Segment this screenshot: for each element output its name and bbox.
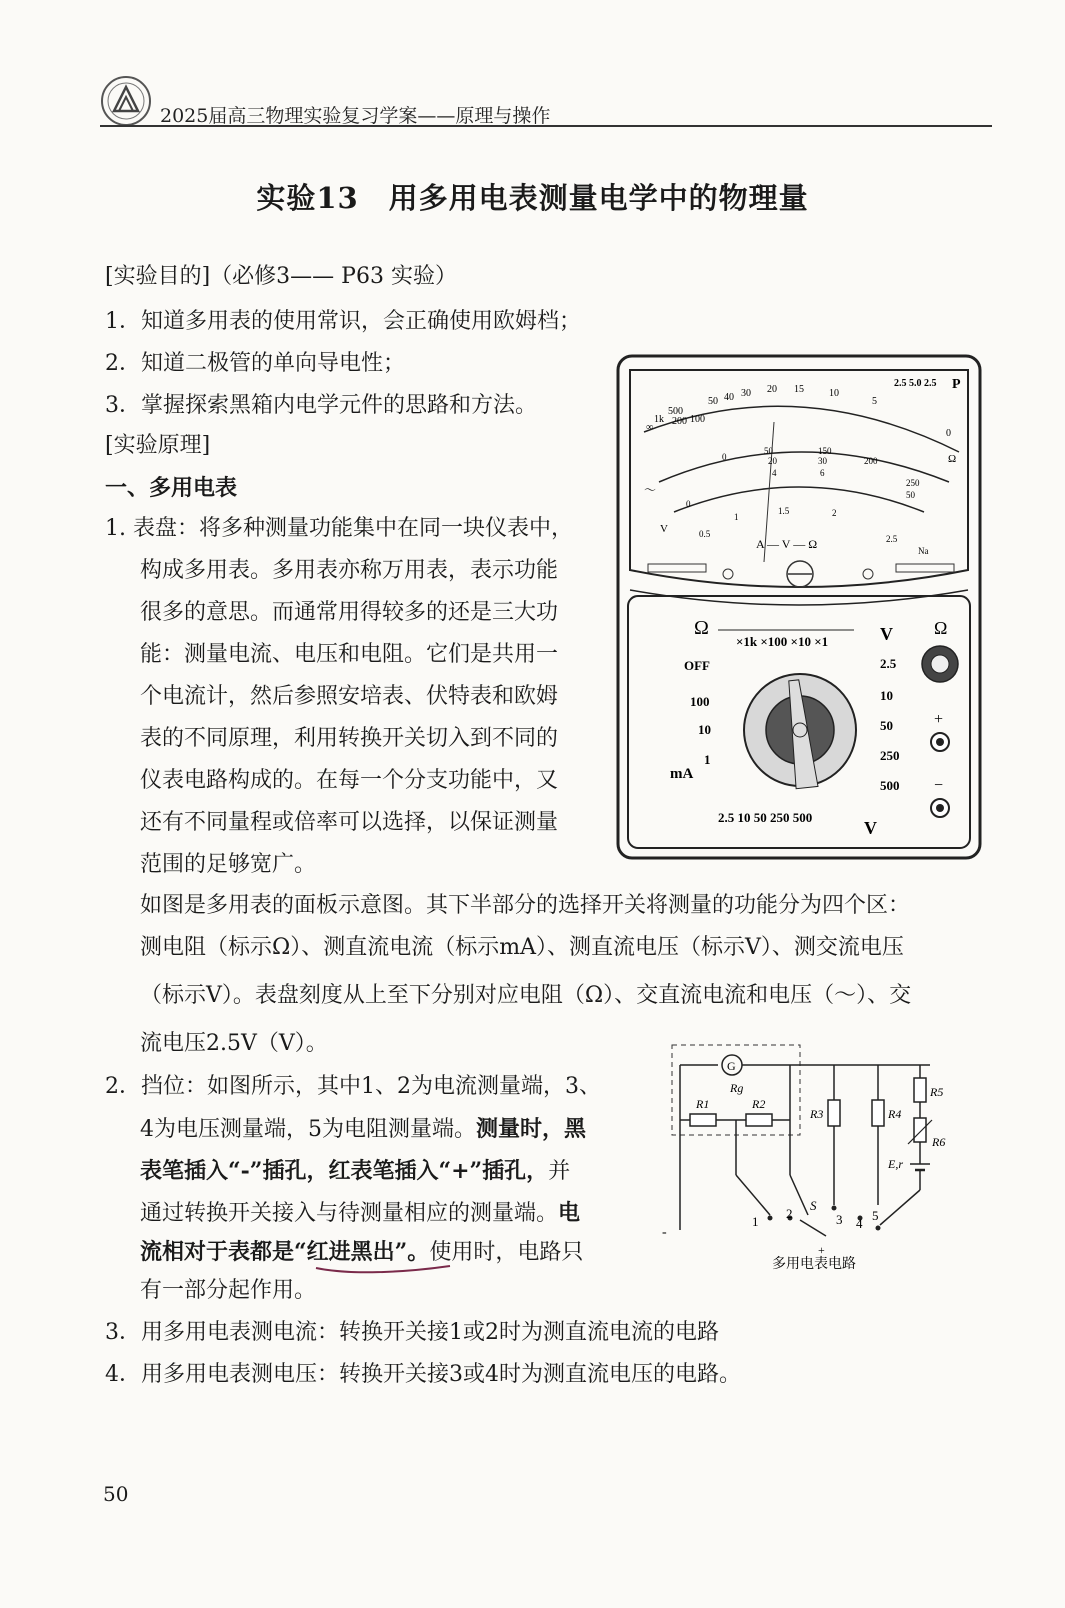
dcv-50: 50	[880, 718, 893, 733]
para-line-1: 如图是多用表的面板示意图。其下半部分的选择开关将测量的功能分为四个区：	[140, 893, 911, 918]
purpose-item-1: 1．知道多用表的使用常识，会正确使用欧姆档；	[105, 309, 581, 334]
dial-function-label: A — V — Ω	[756, 537, 818, 551]
scale-30: 30	[741, 388, 751, 399]
para-line-3: （标示V）。表盘刻度从上至下分别对应电阻（Ω）、交直流电流和电压（～）、交	[140, 983, 912, 1008]
ohm-area-label: Ω	[694, 617, 709, 639]
item2-line-4-bold: 电	[558, 1200, 581, 1226]
item2-line-4	[140, 1202, 580, 1225]
item3: 3．用多用电表测电流：转换开关接1或2时为测直流电流的电路	[105, 1320, 719, 1345]
minus-terminal: -	[662, 1225, 667, 1240]
dcv-500: 500	[880, 778, 900, 793]
r1-label: R1	[696, 1097, 710, 1111]
item2-line-4-text: 通过转换开关接入与待测量相应的测量端。	[140, 1201, 559, 1226]
dc-scale-b-5: 50	[906, 490, 915, 500]
scale-inf: ∞	[646, 422, 654, 433]
page-number: 50	[103, 1482, 129, 1506]
item1-line-8: 还有不同量程或倍率可以选择，以保证测量	[140, 810, 559, 835]
item1-line-6: 表的不同原理，利用转换开关切入到不同的	[140, 726, 559, 751]
terminal-2: 2	[786, 1206, 793, 1221]
para-line-4: 流电压2.5V（V）。	[140, 1031, 328, 1056]
r3-label: R3	[810, 1107, 824, 1121]
scale-40: 40	[724, 392, 734, 403]
dcv-25: 2.5	[880, 656, 897, 671]
principle-subheading: 一、多用电表	[105, 475, 238, 501]
dcv-250: 250	[880, 748, 900, 763]
low-scale-25: 2.5	[886, 534, 898, 544]
na-label: Na	[918, 546, 929, 556]
purpose-heading: [实验目的]（必修3—— P63 实验）	[105, 264, 457, 289]
low-scale-05: 0.5	[699, 529, 711, 539]
item2-line-2-text: 4为电压测量端，5为电阻测量端。	[140, 1117, 476, 1142]
scale-50: 50	[708, 396, 718, 407]
r6-label: R6	[932, 1135, 946, 1149]
minus-jack-label: −	[934, 777, 944, 794]
scale-0: 0	[946, 428, 951, 439]
item2-line-5-bold: 流相对于表都是“红进黑出”。	[140, 1239, 430, 1265]
scale-100: 100	[690, 414, 705, 425]
r5-label: R5	[930, 1085, 944, 1099]
v-mark: V	[660, 523, 668, 535]
item2-line-3-bold: 表笔插入“-”插孔，红表笔插入“+”插孔，	[140, 1158, 549, 1184]
dc-scale-a-3: 150	[818, 446, 832, 456]
item2-line-2	[140, 1118, 586, 1141]
item1-line-7: 仪表电路构成的。在每一个分支功能中，又	[140, 768, 559, 793]
item4: 4．用多用电表测电压：转换开关接3或4时为测直流电压的电路。	[105, 1362, 741, 1387]
plus-jack-label: +	[934, 711, 944, 728]
ma-1: 1	[704, 752, 711, 767]
para-line-2: 测电阻（标示Ω）、测直流电流（标示mA）、测直流电压（标示V）、测交流电压	[140, 935, 904, 960]
scale-5: 5	[872, 396, 877, 407]
item1-line-1: 1. 表盘：将多种测量功能集中在同一块仪表中，	[105, 516, 573, 541]
scale-20: 20	[767, 384, 777, 395]
galvanometer-label: G	[727, 1059, 736, 1073]
scale-1k: 1k	[654, 414, 664, 425]
header-rule	[100, 125, 992, 127]
multimeter-circuit-diagram	[660, 1040, 950, 1276]
terminal-1: 1	[752, 1214, 759, 1229]
dc-scale-a-4: 200	[864, 456, 878, 466]
item2-line-6: 有一部分起作用。	[140, 1278, 317, 1303]
dcv-area-label: V	[880, 624, 893, 644]
low-scale-2: 2	[832, 508, 837, 518]
omega-scale-mark: Ω	[948, 453, 957, 465]
dc-scale-c-3: 6	[820, 468, 825, 478]
item2-line-5	[140, 1241, 583, 1264]
terminal-5: 5	[872, 1208, 879, 1223]
terminal-4: 4	[856, 1216, 863, 1231]
ma-label: mA	[670, 766, 694, 782]
rg-label: Rg	[730, 1081, 744, 1095]
terminal-3: 3	[836, 1212, 843, 1227]
purpose-item-3: 3．掌握探索黑箱内电学元件的思路和方法。	[105, 393, 537, 418]
r4-label: R4	[888, 1107, 902, 1121]
multimeter-figure	[614, 352, 984, 862]
handwritten-underline	[314, 1262, 454, 1276]
scale-15: 15	[794, 384, 804, 395]
dc-scale-b-2: 20	[768, 456, 777, 466]
tilde-mark: ～	[644, 483, 657, 497]
principle-heading: [实验原理]	[105, 433, 211, 458]
corner-values: 2.5 5.0 2.5	[894, 378, 937, 389]
item2-line-5-text: 使用时，电路只	[429, 1240, 584, 1265]
low-scale-15: 1.5	[778, 506, 790, 516]
ohm-ranges: ×1k ×100 ×10 ×1	[736, 634, 829, 649]
low-scale-1: 1	[734, 512, 739, 522]
ohm-adjust-label: Ω	[934, 618, 948, 638]
dc-scale-b-3: 30	[818, 456, 827, 466]
acv-ranges: 2.5 10 50 250 500	[718, 810, 813, 825]
item2-line-2-bold: 测量时，黑	[476, 1116, 587, 1142]
p-mark: P	[952, 377, 961, 392]
dc-scale-a-1: 50	[764, 446, 773, 456]
ma-10: 10	[698, 722, 711, 737]
acv-area-label: V	[864, 818, 877, 838]
dc-scale-c-2: 4	[772, 468, 777, 478]
scale-10: 10	[829, 388, 839, 399]
dc-scale-a-0: 0	[722, 452, 727, 462]
item1-line-3: 很多的意思。而通常用得较多的还是三大功	[140, 600, 559, 625]
off-label: OFF	[684, 658, 710, 673]
page-title: 实验13 用多用电表测量电学中的物理量	[256, 181, 809, 215]
scale-200: 200	[672, 416, 687, 427]
school-logo	[100, 75, 152, 127]
switch-label: S	[810, 1198, 817, 1213]
scale-500: 500	[668, 406, 683, 417]
ma-100: 100	[690, 694, 710, 709]
item2-line-3-text: 并	[548, 1159, 571, 1184]
item2-line-3	[140, 1160, 570, 1183]
circuit-caption: 多用电表电路	[772, 1257, 856, 1272]
r2-label: R2	[752, 1097, 766, 1111]
item1-line-9: 范围的足够宽广。	[140, 852, 317, 877]
dcv-10: 10	[880, 688, 893, 703]
purpose-item-2: 2．知道二极管的单向导电性；	[105, 351, 405, 376]
item2-line-1: 2．挡位：如图所示，其中1、2为电流测量端，3、	[105, 1074, 601, 1099]
battery-label: E,r	[888, 1157, 903, 1171]
low-scale-0: 0	[686, 499, 691, 509]
plus-terminal: +	[818, 1243, 825, 1257]
item1-line-2: 构成多用表。多用表亦称万用表，表示功能	[140, 558, 559, 583]
item1-line-5: 个电流计，然后参照安培表、伏特表和欧姆	[140, 684, 559, 709]
ac-scale-arc	[674, 487, 924, 512]
item1-line-4: 能：测量电流、电压和电阻。它们是共用一	[140, 642, 559, 667]
header-title: 2025届高三物理实验复习学案——原理与操作	[160, 105, 551, 127]
dc-scale-a-5: 250	[906, 478, 920, 488]
